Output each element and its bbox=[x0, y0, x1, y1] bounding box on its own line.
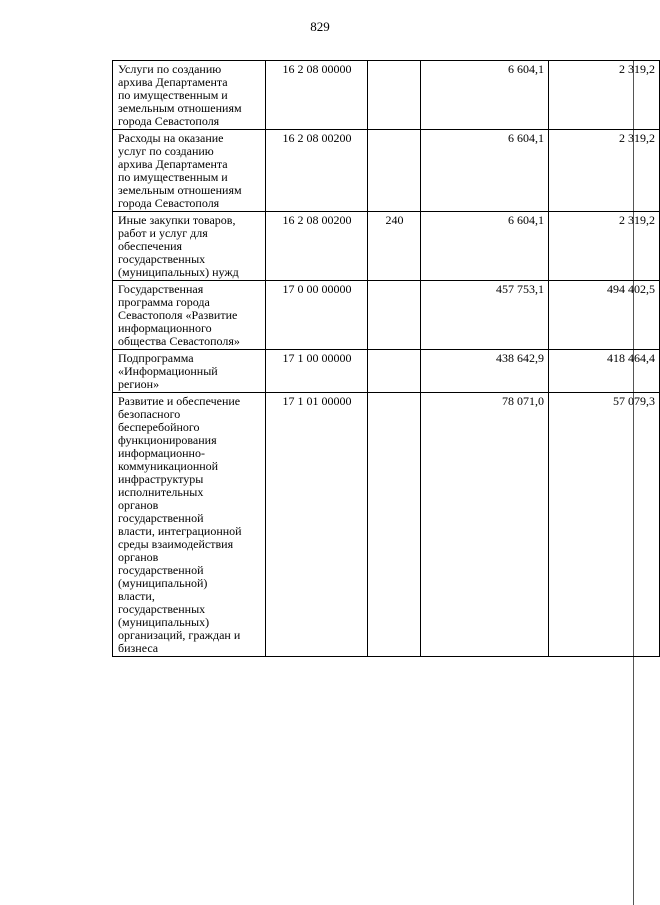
row-value-1: 438 642,9 bbox=[421, 350, 549, 393]
table-row bbox=[113, 130, 660, 212]
row-expense-type bbox=[368, 61, 421, 130]
row-name: Иные закупки товаров, работ и услуг для обеспечения государственных (муниципальных) нужд bbox=[118, 213, 239, 279]
table-row bbox=[113, 61, 660, 130]
table-row bbox=[113, 212, 660, 281]
row-name: Подпрограмма «Информационный регион» bbox=[118, 351, 218, 391]
row-name-cell bbox=[113, 61, 266, 130]
row-value-2: 57 079,3 bbox=[549, 393, 660, 657]
row-name: Услуги по созданию архива Департамента по имущественным и земельным отношениям города Севастополя bbox=[118, 62, 242, 128]
row-code: 17 1 00 00000 bbox=[266, 350, 368, 393]
row-name-cell bbox=[113, 212, 266, 281]
row-value-1: 78 071,0 bbox=[421, 393, 549, 657]
row-value-2: 2 319,2 bbox=[549, 61, 660, 130]
row-value-2: 418 464,4 bbox=[549, 350, 660, 393]
row-name-cell bbox=[113, 130, 266, 212]
row-expense-type bbox=[368, 350, 421, 393]
row-value-1: 6 604,1 bbox=[421, 212, 549, 281]
table-row bbox=[113, 350, 660, 393]
row-expense-type bbox=[368, 281, 421, 350]
table-row bbox=[113, 393, 660, 657]
row-code: 17 1 01 00000 bbox=[266, 393, 368, 657]
row-expense-type: 240 bbox=[368, 212, 421, 281]
row-value-2: 494 402,5 bbox=[549, 281, 660, 350]
row-code: 16 2 08 00200 bbox=[266, 130, 368, 212]
row-name: Развитие и обеспечение безопасного бесперебойного функционирования информационно- коммуникационной инфраструктуры исполнительных органов государственной власти, интеграционной среды взаимодействия органов государственной (муниципальной) власти, государственных (муниципальных) организаций, граждан и бизнеса bbox=[118, 394, 242, 655]
row-code: 17 0 00 00000 bbox=[266, 281, 368, 350]
budget-table bbox=[112, 60, 660, 657]
row-name-cell bbox=[113, 393, 266, 657]
row-value-1: 6 604,1 bbox=[421, 61, 549, 130]
row-expense-type bbox=[368, 130, 421, 212]
row-expense-type bbox=[368, 393, 421, 657]
page-number: 829 bbox=[310, 19, 330, 34]
row-value-2: 2 319,2 bbox=[549, 130, 660, 212]
row-value-2: 2 319,2 bbox=[549, 212, 660, 281]
row-code: 16 2 08 00200 bbox=[266, 212, 368, 281]
row-value-1: 6 604,1 bbox=[421, 130, 549, 212]
row-name: Расходы на оказание услуг по созданию архива Департамента по имущественным и земельным отношениям города Севастополя bbox=[118, 131, 242, 210]
row-name: Государственная программа города Севастополя «Развитие информационного общества Севастополя» bbox=[118, 282, 240, 348]
row-name-cell bbox=[113, 281, 266, 350]
table-row bbox=[113, 281, 660, 350]
row-code: 16 2 08 00000 bbox=[266, 61, 368, 130]
row-value-1: 457 753,1 bbox=[421, 281, 549, 350]
row-name-cell bbox=[113, 350, 266, 393]
